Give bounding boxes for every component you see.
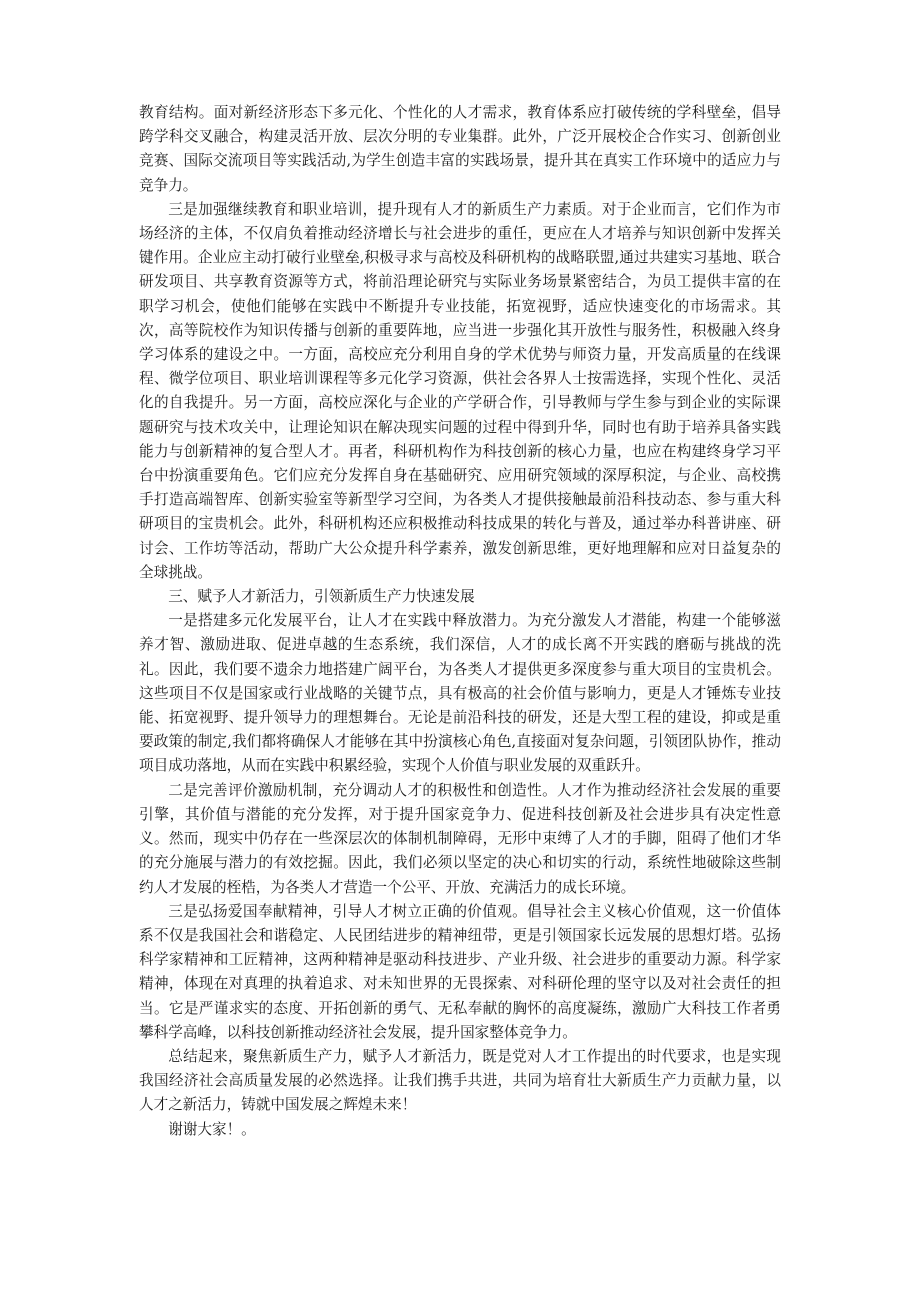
section-heading: 三、赋予人才新活力，引领新质生产力快速发展 bbox=[168, 588, 475, 606]
paragraph: 一是搭建多元化发展平台，让人才在实践中释放潜力。为充分激发人才潜能，构建一个能够滋养才智、激励进取、促进卓越的生态系统，我们深信，人才的成长离不开实践的磨砺与挑战的洗礼。因此，我们要不遗余力地搭建广阔平台，为各类人才提供更多深度参与重大项目的宝贵机会。这些项目不仅是国家或行业战略的关键节点，具有极高的社会价值与影响力，更是人才锤炼专业技能、拓宽视野、提升领导力的理想舞台。无论是前沿科技的研发，还是大型工程的建设，抑或是重要政策的制定,我们都将确保人才能够在其中扮演核心角色,直接面对复杂问题，引领团队协作，推动项目成功落地，从而在实践中积累经验，实现个人价值与职业发展的双重跃升。 bbox=[139, 612, 781, 775]
document-body bbox=[139, 101, 781, 1142]
paragraph: 三是加强继续教育和职业培训，提升现有人才的新质生产力素质。对于企业而言，它们作为市场经济的主体，不仅肩负着推动经济增长与社会进步的重任，更应在人才培养与知识创新中发挥关键作用。企业应主动打破行业壁垒,积极寻求与高校及科研机构的战略联盟,通过共建实习基地、联合研发项目、共享教育资源等方式，将前沿理论研究与实际业务场景紧密结合，为员工提供丰富的在职学习机会，使他们能够在实践中不断提升专业技能，拓宽视野，适应快速变化的市场需求。其次，高等院校作为知识传播与创新的重要阵地，应当进一步强化其开放性与服务性，积极融入终身学习体系的建设之中。一方面，高校应充分利用自身的学术优势与师资力量，开发高质量的在线课程、微学位项目、职业培训课程等多元化学习资源，供社会各界人士按需选择，实现个性化、灵活化的自我提升。另一方面，高校应深化与企业的产学研合作，引导教师与学生参与到企业的实际课题研究与技术攻关中，让理论知识在解决现实问题的过程中得到升华，同时也有助于培养具备实践能力与创新精神的复合型人才。再者，科研机构作为科技创新的核心力量，也应在构建终身学习平台中扮演重要角色。它们应充分发挥自身在基础研究、应用研究领域的深厚积淀，与企业、高校携手打造高端智库、创新实验室等新型学习空间，为各类人才提供接触最前沿科技动态、参与重大科研项目的宝贵机会。此外，科研机构还应积极推动科技成果的转化与普及，通过举办科普讲座、研讨会、工作坊等活动，帮助广大公众提升科学素养，激发创新思维，更好地理解和应对日益复杂的全球挑战。 bbox=[139, 200, 781, 581]
paragraph: 教育结构。面对新经济形态下多元化、个性化的人才需求，教育体系应打破传统的学科壁垒，倡导跨学科交叉融合，构建灵活开放、层次分明的专业集群。此外，广泛开展校企合作实习、创新创业竞赛、国际交流项目等实践活动,为学生创造丰富的实践场景，提升其在真实工作环境中的适应力与竞争力。 bbox=[139, 104, 781, 194]
paragraph: 二是完善评价激励机制，充分调动人才的积极性和创造性。人才作为推动经济社会发展的重要引擎，其价值与潜能的充分发挥，对于提升国家竞争力、促进科技创新及社会进步具有决定性意义。然而，现实中仍存在一些深层次的体制机制障碍，无形中束缚了人才的手脚，阻碍了他们才华的充分施展与潜力的有效挖掘。因此，我们必须以坚定的决心和切实的行动，系统性地破除这些制约人才发展的桎梏，为各类人才营造一个公平、开放、充满活力的成长环境。 bbox=[139, 781, 781, 896]
closing-line: 谢谢大家！。 bbox=[168, 1120, 256, 1138]
closing-paragraph: 总结起来，聚焦新质生产力，赋予人才新活力，既是党对人才工作提出的时代要求，也是实现我国经济社会高质量发展的必然选择。让我们携手共进，共同为培育壮大新质生产力贡献力量，以人才之新活力，铸就中国发展之辉煌未来！ bbox=[139, 1047, 781, 1114]
paragraph: 三是弘扬爱国奉献精神，引导人才树立正确的价值观。倡导社会主义核心价值观，这一价值体系不仅是我国社会和谐稳定、人民团结进步的精神纽带，更是引领国家长远发展的思想灯塔。弘扬科学家精神和工匠精神，这两种精神是驱动科技进步、产业升级、社会进步的重要动力源。科学家精神，体现在对真理的执着追求、对未知世界的无畏探索、对科研伦理的坚守以及对社会责任的担当。它是严谨求实的态度、开拓创新的勇气、无私奉献的胸怀的高度凝练，激励广大科技工作者勇攀科学高峰，以科技创新推动经济社会发展，提升国家整体竞争力。 bbox=[139, 902, 781, 1041]
